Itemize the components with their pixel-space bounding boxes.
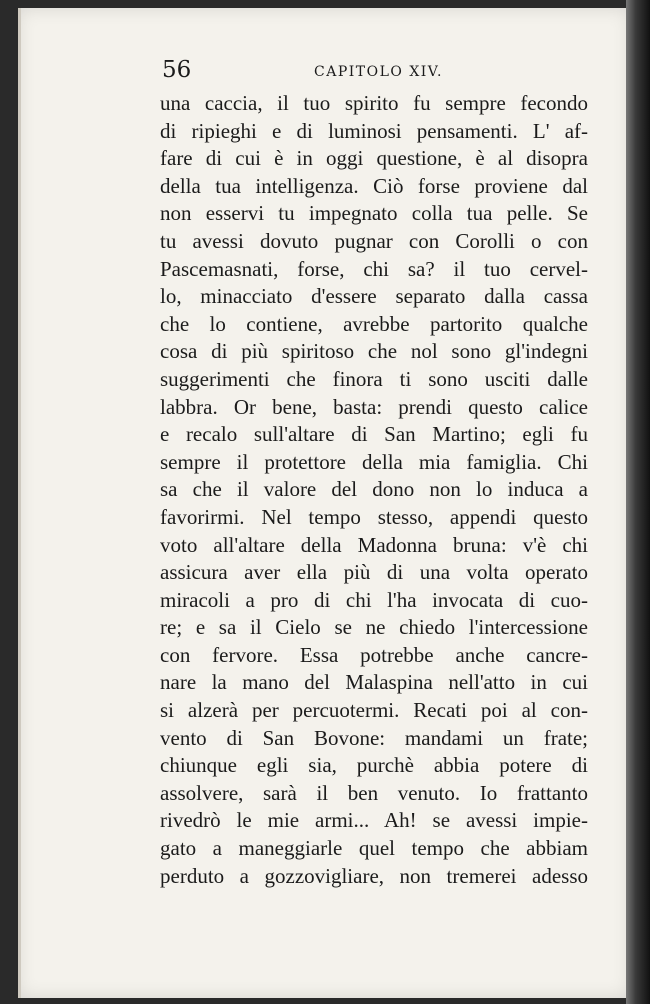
page-header xyxy=(162,56,588,86)
text-line: lo, minacciato d'essere separato dalla cassa xyxy=(160,284,588,309)
text-line: voto all'altare della Madonna bruna: v'è chi xyxy=(160,532,588,557)
text-line: sa che il valore del dono non lo induca a xyxy=(160,477,588,502)
text-line: re; e sa il Cielo se ne chiedo l'intercessione xyxy=(160,615,588,640)
text-line: suggerimenti che finora ti sono usciti dalle xyxy=(160,366,588,391)
page-left-edge xyxy=(18,8,21,998)
text-line: gato a maneggiarle quel tempo che abbiam xyxy=(160,836,588,861)
text-line: miracoli a pro di chi l'ha invocata di cuo- xyxy=(160,587,588,612)
text-line: cosa di più spiritoso che nol sono gl'indegni xyxy=(160,339,588,364)
text-line: rivedrò le mie armi... Ah! se avessi impie- xyxy=(160,808,588,833)
page-number: 56 xyxy=(162,57,192,83)
text-line: e recalo sull'altare di San Martino; egli fu xyxy=(160,422,588,447)
book-gutter-shadow xyxy=(626,0,650,1004)
text-line: Pascemasnati, forse, chi sa? il tuo cervel- xyxy=(160,256,588,281)
text-line: nare la mano del Malaspina nell'atto in cui xyxy=(160,670,588,695)
text-line: di ripieghi e di luminosi pensamenti. L' af- xyxy=(160,118,588,143)
body-text xyxy=(160,90,588,890)
text-line: labbra. Or bene, basta: prendi questo calice xyxy=(160,394,588,419)
text-line: non esservi tu impegnato colla tua pelle. Se xyxy=(160,201,588,226)
text-line: chiunque egli sia, purchè abbia potere di xyxy=(160,753,588,778)
text-line: con fervore. Essa potrebbe anche cancre- xyxy=(160,642,588,667)
text-line: assolvere, sarà il ben venuto. Io frattanto xyxy=(160,780,588,805)
text-line: tu avessi dovuto pugnar con Corolli o con xyxy=(160,228,588,253)
text-line: sempre il protettore della mia famiglia. Chi xyxy=(160,449,588,474)
running-head: CAPITOLO XIV. xyxy=(314,64,443,80)
text-line: vento di San Bovone: mandami un frate; xyxy=(160,725,588,750)
text-line: che lo contiene, avrebbe partorito qualche xyxy=(160,311,588,336)
text-line: si alzerà per percuotermi. Recati poi al con- xyxy=(160,698,588,723)
text-line: una caccia, il tuo spirito fu sempre fecondo xyxy=(160,91,588,115)
text-line: della tua intelligenza. Ciò forse proviene dal xyxy=(160,173,588,198)
text-line: assicura aver ella più di una volta operato xyxy=(160,560,588,585)
text-line: perduto a gozzovigliare, non tremerei adesso xyxy=(160,863,588,888)
text-line: fare di cui è in oggi questione, è al disopra xyxy=(160,146,588,171)
text-line: favorirmi. Nel tempo stesso, appendi questo xyxy=(160,504,588,529)
